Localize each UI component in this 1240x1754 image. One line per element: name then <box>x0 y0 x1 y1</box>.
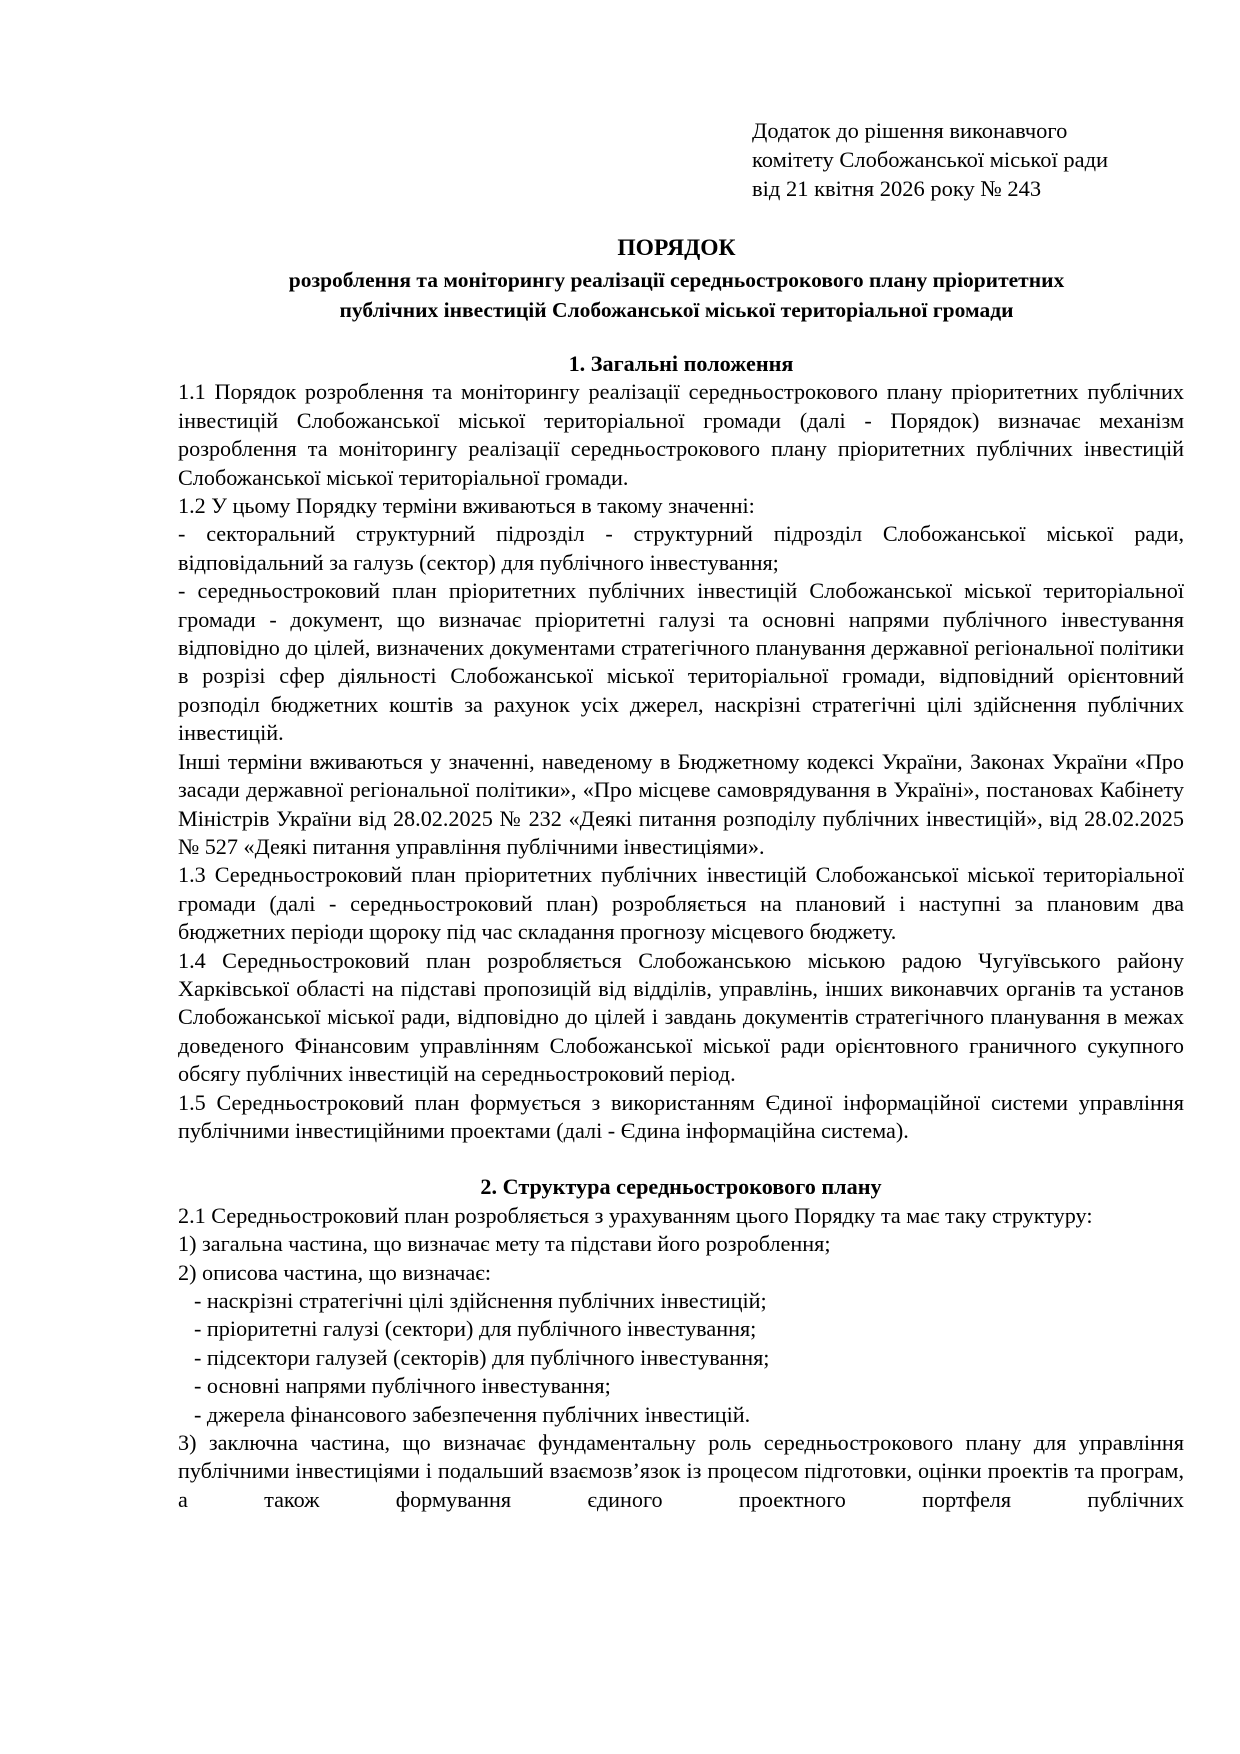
approval-line-1: Додаток до рішення виконавчого <box>752 118 1068 143</box>
term-definition-2: - середньостроковий план пріоритетних публічних інвестицій Слобожанської міської територіальної громади - документ, що визначає пріоритетні галузі та основні напрями публічного інвестування відповідно до цілей, визначених документами стратегічного планування державної регіональної політики в розрізі сфер діяльності Слобожанської міської територіальної громади, відповідний орієнтовний розподіл бюджетних коштів за рахунок усіх джерел, наскрізні стратегічні цілі здійснення публічних інвестицій. <box>178 578 1184 746</box>
document-subtitle-line-2: публічних інвестицій Слобожанської міської територіальної громади <box>339 298 1014 322</box>
approval-line-3: від 21 квітня 2026 року № 243 <box>752 176 1042 201</box>
paragraph-1-3: 1.3 Середньостроковий план пріоритетних публічних інвестицій Слобожанської міської територіальної громади (далі - середньостроковий план) розробляється на плановий і наступні за плановим два бюджетних періоди щороку під час складання прогнозу місцевого бюджету. <box>178 862 1184 945</box>
paragraph-1-1: 1.1 Порядок розроблення та моніторингу реалізації середньострокового плану пріоритетних публічних інвестицій Слобожанської міської територіальної громади (далі - Порядок) визначає механізм розроблення та моніторингу реалізації середньострокового плану пріоритетних публічних інвестицій Слобожанської міської територіальної громади. <box>178 379 1184 490</box>
document-subtitle-line-1: розроблення та моніторингу реалізації середньострокового плану пріоритетних <box>288 268 1065 292</box>
structure-item-3: 3) заключна частина, що визначає фундаментальну роль середньострокового плану для управління публічними інвестиціями і подальший взаємозв’язок із процесом підготовки, оцінки проектів та програм, а також формування єдиного проектного портфеля публічних <box>178 1430 1184 1512</box>
other-terms-paragraph: Інші терміни вживаються у значенні, наведеному в Бюджетному кодексі України, Законах України «Про засади державної регіональної політики», «Про місцеве самоврядування в Україні», постановах Кабінету Міністрів України від 28.02.2025 № 232 «Деякі питання розподілу публічних інвестицій», від 28.02.2025 № 527 «Деякі питання управління публічними інвестиціями». <box>178 748 1184 859</box>
structure-subitem-5: - джерела фінансового забезпечення публічних інвестицій. <box>194 1401 751 1427</box>
paragraph-1-2: 1.2 У цьому Порядку терміни вживаються в такому значенні: <box>178 493 755 519</box>
section-1-heading: 1. Загальні положення <box>568 351 794 376</box>
paragraph-1-5: 1.5 Середньостроковий план формується з використанням Єдиної інформаційної системи управління публічними інвестиційними проектами (далі - Єдина інформаційна система). <box>178 1089 1184 1143</box>
term-definition-1: - секторальний структурний підрозділ - структурний підрозділ Слобожанської міської ради, відповідальний за галузь (сектор) для публічного інвестування; <box>178 521 1184 575</box>
section-2-heading: 2. Структура середньострокового плану <box>480 1174 882 1200</box>
document-body <box>178 350 1184 1514</box>
structure-item-2: 2) описова частина, що визначає: <box>178 1259 491 1285</box>
paragraph-2-1: 2.1 Середньостроковий план розробляється з урахуванням цього Порядку та має таку структуру: <box>178 1202 1093 1228</box>
document-title-block <box>170 233 1183 325</box>
structure-subitem-1: - наскрізні стратегічні цілі здійснення публічних інвестицій; <box>194 1288 767 1313</box>
approval-stamp <box>752 116 1192 203</box>
structure-subitem-3: - підсектори галузей (секторів) для публічного інвестування; <box>194 1344 770 1370</box>
structure-subitem-4: - основні напрями публічного інвестування; <box>194 1373 611 1399</box>
paragraph-1-4: 1.4 Середньостроковий план розробляється Слобожанською міською радою Чугуївського району Харківської області на підставі пропозицій від відділів, управлінь, інших виконавчих органів та установ Слобожанської міської ради, відповідно до цілей і завдань документів стратегічного планування в межах доведеного Фінансовим управлінням Слобожанської міської ради орієнтовного граничного сукупного обсягу публічних інвестицій на середньостроковий період. <box>178 947 1184 1087</box>
structure-subitem-2: - пріоритетні галузі (сектори) для публічного інвестування; <box>194 1316 757 1342</box>
structure-item-1: 1) загальна частина, що визначає мету та підстави його розроблення; <box>178 1231 831 1257</box>
approval-line-2: комітету Слобожанської міської ради <box>752 147 1109 172</box>
document-title: ПОРЯДОК <box>617 235 736 261</box>
